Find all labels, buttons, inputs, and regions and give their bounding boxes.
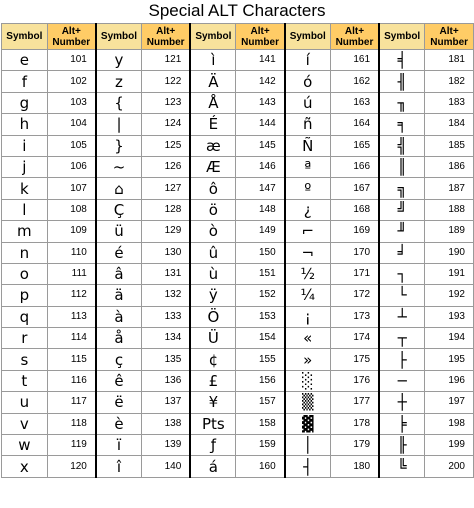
alt-number-cell: 157	[236, 392, 285, 413]
symbol-cell: ë	[96, 392, 142, 413]
table-row	[2, 413, 474, 434]
symbol-cell: e	[2, 50, 48, 71]
symbol-cell: ƒ	[190, 435, 236, 456]
symbol-cell: ª	[285, 156, 331, 177]
symbol-cell: ¡	[285, 306, 331, 327]
symbol-cell: ▓	[285, 413, 331, 434]
symbol-cell: «	[285, 328, 331, 349]
alt-number-cell: 174	[330, 328, 379, 349]
alt-number-cell: 126	[142, 156, 191, 177]
symbol-cell: ù	[190, 263, 236, 284]
alt-header-top: Alt+	[61, 25, 81, 37]
symbol-cell: ò	[190, 221, 236, 242]
symbol-cell: ┴	[379, 306, 425, 327]
alt-number-column-header	[330, 24, 379, 50]
table-row	[2, 456, 474, 477]
alt-number-cell: 144	[236, 114, 285, 135]
symbol-cell: s	[2, 349, 48, 370]
alt-number-cell: 168	[330, 199, 379, 220]
alt-number-cell: 107	[47, 178, 96, 199]
alt-number-cell: 132	[142, 285, 191, 306]
symbol-cell: ╡	[379, 50, 425, 71]
symbol-cell: ê	[96, 370, 142, 391]
symbol-cell: ⌐	[285, 221, 331, 242]
alt-number-cell: 161	[330, 50, 379, 71]
symbol-cell: t	[2, 370, 48, 391]
table-row	[2, 349, 474, 370]
alt-number-cell: 197	[425, 392, 474, 413]
symbol-cell: º	[285, 178, 331, 199]
alt-number-cell: 120	[47, 456, 96, 477]
alt-number-cell: 111	[47, 263, 96, 284]
alt-number-column-header	[425, 24, 474, 50]
alt-number-cell: 173	[330, 306, 379, 327]
alt-number-cell: 193	[425, 306, 474, 327]
symbol-cell: ├	[379, 349, 425, 370]
alt-number-cell: 119	[47, 435, 96, 456]
alt-number-cell: 167	[330, 178, 379, 199]
alt-number-cell: 186	[425, 156, 474, 177]
table-row	[2, 392, 474, 413]
symbol-cell: Å	[190, 92, 236, 113]
symbol-cell: ç	[96, 349, 142, 370]
alt-header-top: Alt+	[156, 25, 176, 37]
symbol-cell: é	[96, 242, 142, 263]
alt-number-cell: 178	[330, 413, 379, 434]
symbol-cell: ¢	[190, 349, 236, 370]
symbol-cell: l	[2, 199, 48, 220]
table-row	[2, 435, 474, 456]
symbol-cell: ╢	[379, 71, 425, 92]
symbol-cell: ü	[96, 221, 142, 242]
alt-number-cell: 135	[142, 349, 191, 370]
alt-number-cell: 164	[330, 114, 379, 135]
symbol-cell: ï	[96, 435, 142, 456]
symbol-cell: Ç	[96, 199, 142, 220]
alt-number-cell: 133	[142, 306, 191, 327]
symbol-cell: ½	[285, 263, 331, 284]
alt-header-bottom: Number	[52, 36, 91, 48]
alt-number-cell: 171	[330, 263, 379, 284]
symbol-cell: à	[96, 306, 142, 327]
symbol-cell: æ	[190, 135, 236, 156]
header-row	[2, 24, 474, 50]
alt-number-cell: 125	[142, 135, 191, 156]
symbol-cell: ╛	[379, 242, 425, 263]
alt-number-cell: 128	[142, 199, 191, 220]
symbol-cell: Pts	[190, 413, 236, 434]
symbol-cell: k	[2, 178, 48, 199]
symbol-cell: ô	[190, 178, 236, 199]
alt-number-cell: 195	[425, 349, 474, 370]
alt-number-cell: 196	[425, 370, 474, 391]
table-row	[2, 285, 474, 306]
alt-number-cell: 114	[47, 328, 96, 349]
symbol-cell: ░	[285, 370, 331, 391]
alt-number-cell: 179	[330, 435, 379, 456]
alt-number-cell: 183	[425, 92, 474, 113]
symbol-cell: ¿	[285, 199, 331, 220]
alt-number-column-header	[47, 24, 96, 50]
alt-header-top: Alt+	[250, 25, 270, 37]
alt-number-cell: 136	[142, 370, 191, 391]
table-row	[2, 370, 474, 391]
symbol-cell: »	[285, 349, 331, 370]
alt-number-cell: 184	[425, 114, 474, 135]
symbol-cell: w	[2, 435, 48, 456]
alt-number-cell: 134	[142, 328, 191, 349]
alt-number-cell: 153	[236, 306, 285, 327]
symbol-cell: ╝	[379, 199, 425, 220]
alt-number-cell: 105	[47, 135, 96, 156]
symbol-cell: â	[96, 263, 142, 284]
alt-number-cell: 150	[236, 242, 285, 263]
alt-number-cell: 123	[142, 92, 191, 113]
alt-number-cell: 113	[47, 306, 96, 327]
alt-number-cell: 155	[236, 349, 285, 370]
alt-number-cell: 108	[47, 199, 96, 220]
alt-number-cell: 121	[142, 50, 191, 71]
symbol-cell: ╜	[379, 221, 425, 242]
alt-number-cell: 146	[236, 156, 285, 177]
symbol-cell: £	[190, 370, 236, 391]
alt-number-cell: 103	[47, 92, 96, 113]
symbol-cell: └	[379, 285, 425, 306]
alt-number-cell: 109	[47, 221, 96, 242]
symbol-cell: ┐	[379, 263, 425, 284]
table-row	[2, 135, 474, 156]
alt-number-cell: 117	[47, 392, 96, 413]
alt-number-cell: 118	[47, 413, 96, 434]
alt-number-cell: 147	[236, 178, 285, 199]
symbol-cell: ⌂	[96, 178, 142, 199]
symbol-cell: q	[2, 306, 48, 327]
symbol-column-header: Symbol	[96, 24, 142, 50]
symbol-cell: │	[285, 435, 331, 456]
alt-number-cell: 175	[330, 349, 379, 370]
symbol-cell: ╣	[379, 135, 425, 156]
alt-number-cell: 104	[47, 114, 96, 135]
symbol-column-header: Symbol	[2, 24, 48, 50]
alt-number-cell: 102	[47, 71, 96, 92]
alt-number-cell: 190	[425, 242, 474, 263]
alt-number-cell: 152	[236, 285, 285, 306]
alt-number-cell: 149	[236, 221, 285, 242]
alt-number-cell: 116	[47, 370, 96, 391]
alt-number-cell: 124	[142, 114, 191, 135]
alt-number-cell: 158	[236, 413, 285, 434]
alt-character-table	[1, 23, 474, 478]
alt-number-cell: 182	[425, 71, 474, 92]
alt-number-cell: 141	[236, 50, 285, 71]
alt-number-cell: 187	[425, 178, 474, 199]
symbol-cell: ╖	[379, 92, 425, 113]
alt-number-cell: 151	[236, 263, 285, 284]
symbol-cell: r	[2, 328, 48, 349]
table-row	[2, 50, 474, 71]
alt-header-bottom: Number	[241, 36, 279, 48]
alt-number-cell: 162	[330, 71, 379, 92]
alt-number-column-header	[236, 24, 285, 50]
alt-number-cell: 198	[425, 413, 474, 434]
symbol-column-header: Symbol	[379, 24, 425, 50]
alt-number-cell: 189	[425, 221, 474, 242]
symbol-cell: å	[96, 328, 142, 349]
symbol-cell: Ö	[190, 306, 236, 327]
alt-header-top: Alt+	[439, 25, 459, 37]
symbol-cell: u	[2, 392, 48, 413]
symbol-cell: m	[2, 221, 48, 242]
table-row	[2, 221, 474, 242]
symbol-cell: û	[190, 242, 236, 263]
symbol-cell: ñ	[285, 114, 331, 135]
symbol-cell: y	[96, 50, 142, 71]
alt-number-cell: 159	[236, 435, 285, 456]
symbol-cell: Ñ	[285, 135, 331, 156]
alt-number-cell: 156	[236, 370, 285, 391]
symbol-cell: ¬	[285, 242, 331, 263]
symbol-cell: ╟	[379, 435, 425, 456]
alt-number-cell: 148	[236, 199, 285, 220]
symbol-cell: Ü	[190, 328, 236, 349]
alt-number-cell: 177	[330, 392, 379, 413]
symbol-cell: g	[2, 92, 48, 113]
alt-number-cell: 110	[47, 242, 96, 263]
table-row	[2, 92, 474, 113]
symbol-cell: Æ	[190, 156, 236, 177]
alt-number-column-header	[142, 24, 191, 50]
alt-number-cell: 154	[236, 328, 285, 349]
symbol-cell: ╚	[379, 456, 425, 477]
table-row	[2, 328, 474, 349]
symbol-cell: ~	[96, 156, 142, 177]
symbol-cell: h	[2, 114, 48, 135]
table-row	[2, 156, 474, 177]
symbol-cell: É	[190, 114, 236, 135]
symbol-cell: á	[190, 456, 236, 477]
symbol-cell: ╗	[379, 178, 425, 199]
symbol-cell: è	[96, 413, 142, 434]
alt-header-bottom: Number	[430, 36, 469, 48]
table-row	[2, 199, 474, 220]
alt-number-cell: 115	[47, 349, 96, 370]
alt-number-cell: 194	[425, 328, 474, 349]
alt-number-cell: 199	[425, 435, 474, 456]
alt-number-cell: 101	[47, 50, 96, 71]
alt-number-cell: 170	[330, 242, 379, 263]
alt-number-cell: 165	[330, 135, 379, 156]
alt-header-bottom: Number	[335, 36, 374, 48]
alt-number-cell: 138	[142, 413, 191, 434]
alt-number-cell: 160	[236, 456, 285, 477]
symbol-cell: ú	[285, 92, 331, 113]
symbol-cell: ¥	[190, 392, 236, 413]
symbol-cell: ▒	[285, 392, 331, 413]
alt-number-cell: 172	[330, 285, 379, 306]
symbol-cell: }	[96, 135, 142, 156]
symbol-cell: ┬	[379, 328, 425, 349]
table-row	[2, 306, 474, 327]
symbol-cell: |	[96, 114, 142, 135]
alt-number-cell: 176	[330, 370, 379, 391]
symbol-cell: í	[285, 50, 331, 71]
table-row	[2, 114, 474, 135]
symbol-cell: o	[2, 263, 48, 284]
alt-number-cell: 192	[425, 285, 474, 306]
page-title: Special ALT Characters	[148, 1, 326, 20]
symbol-cell: ─	[379, 370, 425, 391]
alt-number-cell: 127	[142, 178, 191, 199]
symbol-cell: ó	[285, 71, 331, 92]
alt-number-cell: 185	[425, 135, 474, 156]
symbol-cell: f	[2, 71, 48, 92]
alt-number-cell: 191	[425, 263, 474, 284]
alt-number-cell: 137	[142, 392, 191, 413]
symbol-cell: ┼	[379, 392, 425, 413]
symbol-cell: ┤	[285, 456, 331, 477]
alt-number-cell: 181	[425, 50, 474, 71]
symbol-cell: p	[2, 285, 48, 306]
symbol-cell: ¼	[285, 285, 331, 306]
symbol-cell: ö	[190, 199, 236, 220]
alt-number-cell: 188	[425, 199, 474, 220]
alt-number-cell: 142	[236, 71, 285, 92]
symbol-cell: z	[96, 71, 142, 92]
symbol-cell: ä	[96, 285, 142, 306]
symbol-cell: Ä	[190, 71, 236, 92]
symbol-cell: î	[96, 456, 142, 477]
symbol-column-header: Symbol	[190, 24, 236, 50]
symbol-cell: ì	[190, 50, 236, 71]
alt-number-cell: 129	[142, 221, 191, 242]
symbol-column-header: Symbol	[285, 24, 331, 50]
symbol-cell: {	[96, 92, 142, 113]
alt-number-cell: 200	[425, 456, 474, 477]
symbol-cell: x	[2, 456, 48, 477]
symbol-cell: n	[2, 242, 48, 263]
symbol-cell: ╞	[379, 413, 425, 434]
alt-number-cell: 106	[47, 156, 96, 177]
alt-number-cell: 166	[330, 156, 379, 177]
symbol-cell: i	[2, 135, 48, 156]
symbol-cell: ÿ	[190, 285, 236, 306]
table-row	[2, 263, 474, 284]
alt-number-cell: 122	[142, 71, 191, 92]
table-row	[2, 178, 474, 199]
alt-header-top: Alt+	[344, 25, 365, 37]
alt-number-cell: 112	[47, 285, 96, 306]
symbol-cell: ║	[379, 156, 425, 177]
alt-header-bottom: Number	[146, 36, 185, 48]
symbol-cell: ╕	[379, 114, 425, 135]
symbol-cell: v	[2, 413, 48, 434]
alt-number-cell: 145	[236, 135, 285, 156]
table-row	[2, 71, 474, 92]
alt-number-cell: 163	[330, 92, 379, 113]
alt-number-cell: 131	[142, 263, 191, 284]
alt-number-cell: 130	[142, 242, 191, 263]
table-row	[2, 242, 474, 263]
alt-number-cell: 143	[236, 92, 285, 113]
alt-number-cell: 139	[142, 435, 191, 456]
symbol-cell: j	[2, 156, 48, 177]
alt-number-cell: 180	[330, 456, 379, 477]
table-body	[2, 50, 474, 478]
alt-number-cell: 169	[330, 221, 379, 242]
alt-number-cell: 140	[142, 456, 191, 477]
